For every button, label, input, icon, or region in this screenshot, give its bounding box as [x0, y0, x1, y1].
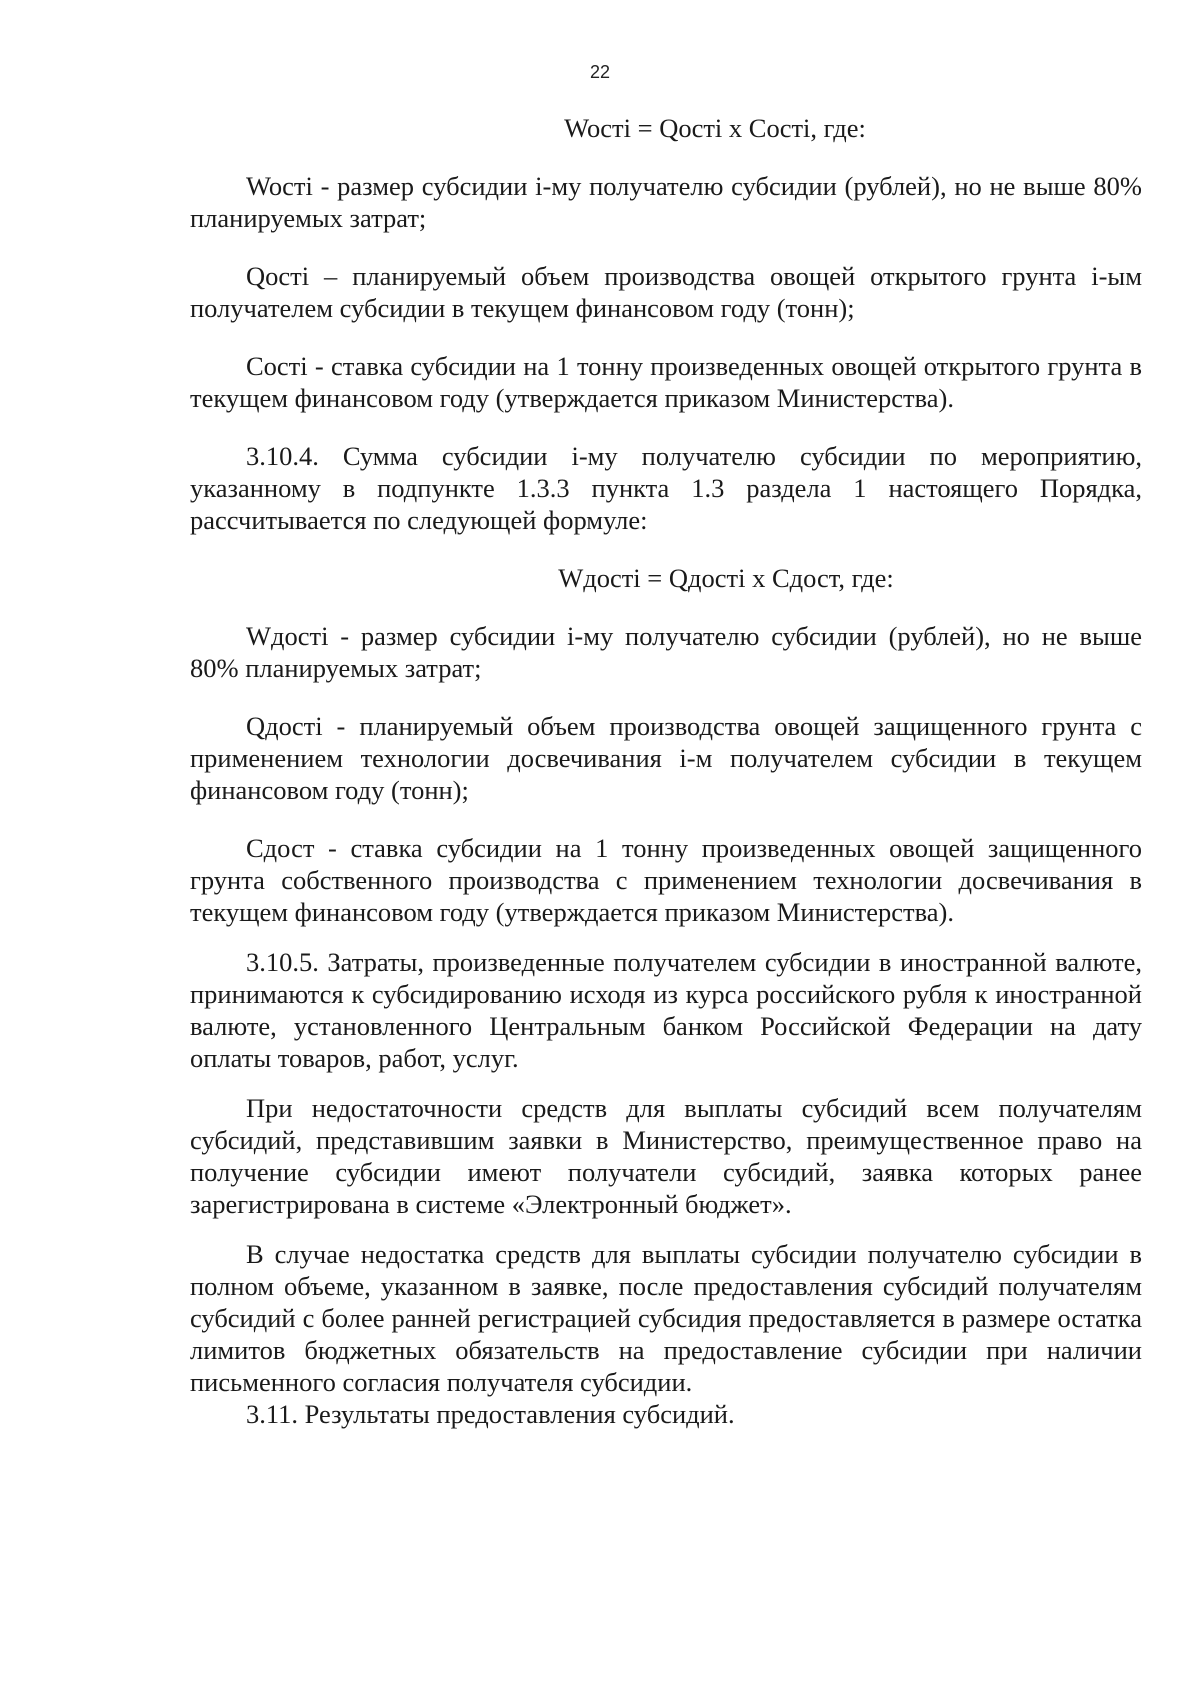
paragraph: Qocтi – планируемый объем производства овощей открытого грунта i-ым получателем субсидии в текущем финансовом году (тонн); [190, 261, 1142, 323]
paragraph: Qдocтi - планируемый объем производства овощей защищенного грунта с применением технологии досвечивания i-м получателем субсидии в текущем финансовом году (тонн); [190, 711, 1142, 805]
paragraph-clause-3-10-4: 3.10.4. Сумма субсидии i-му получателю субсидии по мероприятию, указанному в подпункте 1.3.3 пункта 1.3 раздела 1 настоящего Порядка, рассчитывается по следующей формуле: [190, 441, 1142, 535]
formula-protected-ground: Wдocтi = Qдocтi x Сдост, где: [558, 563, 894, 593]
document-body [190, 112, 1142, 1430]
paragraph: При недостаточности средств для выплаты субсидий всем получателям субсидий, представившим заявки в Министерство, преимущественное право на получение субсидии имеют получатели субсидий, заявка которых ранее зарегистрирована в системе «Электронный бюджет». [190, 1093, 1142, 1219]
paragraph-clause-3-10-5: 3.10.5. Затраты, произведенные получателем субсидии в иностранной валюте, принимаются к субсидированию исходя из курса российского рубля к иностранной валюте, установленного Центральным банком Российской Федерации на дату оплаты товаров, работ, услуг. [190, 947, 1142, 1073]
page-number: 22 [589, 62, 611, 82]
paragraph: Wocтi - размер субсидии i-му получателю субсидии (рублей), но не выше 80% планируемых затрат; [190, 171, 1142, 233]
section-heading-3-11: 3.11. Результаты предоставления субсидий. [246, 1399, 735, 1429]
paragraph: Wдocтi - размер субсидии i-му получателю субсидии (рублей), но не выше 80% планируемых затрат; [190, 621, 1142, 683]
paragraph: В случае недостатка средств для выплаты субсидии получателю субсидии в полном объеме, указанном в заявке, после предоставления субсидий получателям субсидий с более ранней регистрацией субсидия предоставляется в размере остатка лимитов бюджетных обязательств на предоставление субсидии при наличии письменного согласия получателя субсидии. [190, 1239, 1142, 1397]
paragraph: Сдост - ставка субсидии на 1 тонну произведенных овощей защищенного грунта собственного производства с применением технологии досвечивания в текущем финансовом году (утверждается приказом Министерства). [190, 833, 1142, 927]
formula-open-ground: Wocтi = Qocтi x Cocтi, где: [564, 113, 866, 143]
paragraph: Cocтi - ставка субсидии на 1 тонну произведенных овощей открытого грунта в текущем финансовом году (утверждается приказом Министерства). [190, 351, 1142, 413]
